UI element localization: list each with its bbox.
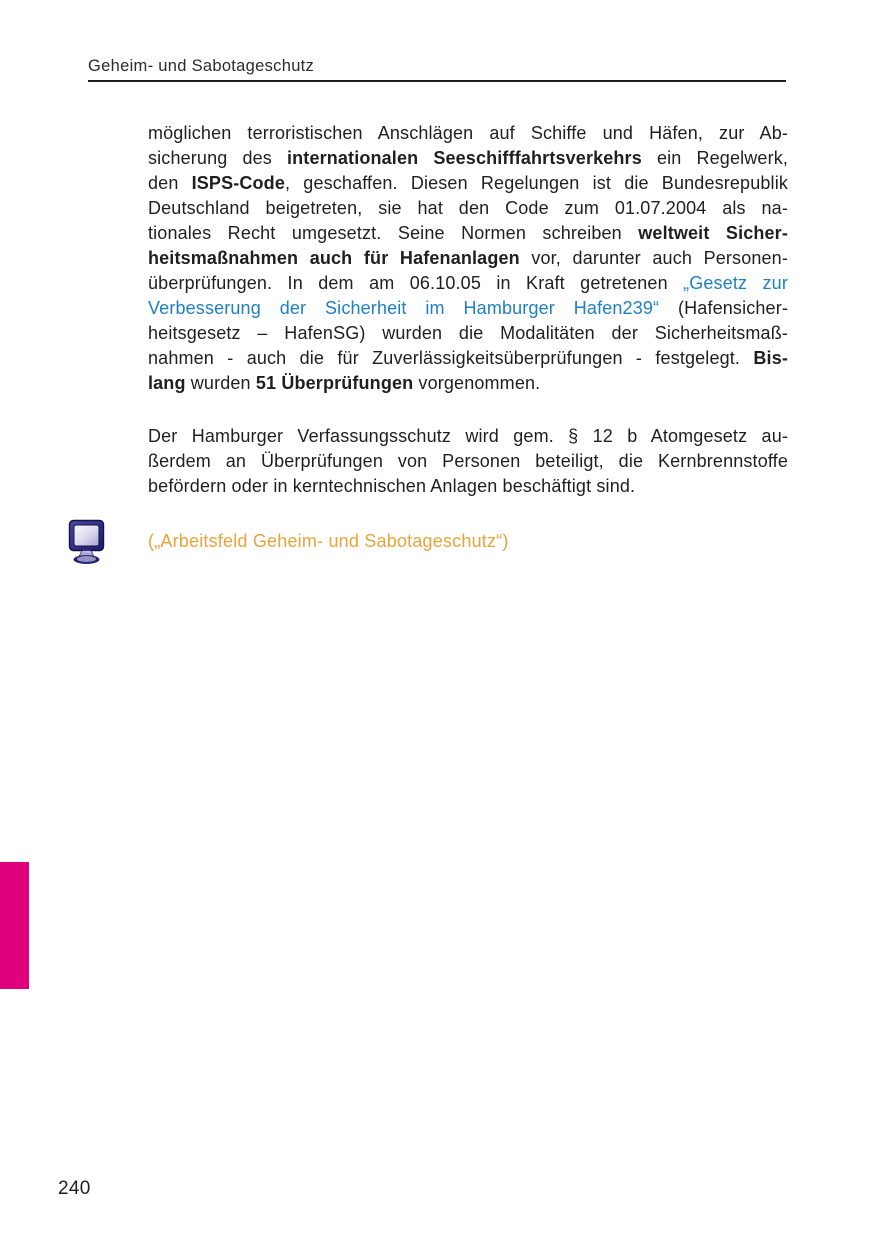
text: Deutschland beigetreten, sie hat den Code zum 01.07.2004 als na- bbox=[148, 198, 788, 218]
text: vor, darunter auch Personen- bbox=[519, 248, 788, 268]
text-line bbox=[148, 146, 788, 171]
page-number: 240 bbox=[58, 1178, 91, 1199]
text: ßerdem an Überprüfungen von Personen beteiligt, die Kernbrennstoffe bbox=[148, 451, 788, 471]
running-header: Geheim- und Sabotageschutz bbox=[88, 57, 315, 75]
text: befördern oder in kerntechnischen Anlagen beschäftigt sind. bbox=[148, 476, 636, 496]
text: tionales Recht umgesetzt. Seine Normen schreiben bbox=[148, 223, 639, 243]
text: heitsgesetz – HafenSG) wurden die Modalitäten der Sicherheitsmaß- bbox=[148, 323, 788, 343]
bold-text: internationalen Seeschifffahrtsverkehrs bbox=[287, 148, 642, 168]
text: sicherung des bbox=[148, 148, 287, 168]
paragraph bbox=[148, 424, 788, 499]
text-line bbox=[148, 121, 788, 146]
text: nahmen - auch die für Zuverlässigkeitsüberprüfungen - festgelegt. bbox=[148, 348, 754, 368]
text-line bbox=[148, 424, 788, 449]
text-line bbox=[148, 474, 788, 499]
margin-marker-bar bbox=[0, 862, 29, 989]
text: den bbox=[148, 173, 192, 193]
hyperlink[interactable]: „Gesetz zur bbox=[683, 273, 788, 293]
text: möglichen terroristischen Anschlägen auf Schiffe und Häfen, zur Ab- bbox=[148, 123, 788, 143]
bold-text: ISPS-Code bbox=[191, 173, 285, 193]
bold-text: lang bbox=[148, 373, 186, 393]
text: überprüfungen. In dem am 06.10.05 in Kraft getretenen bbox=[148, 273, 684, 293]
text: ein Regelwerk, bbox=[641, 148, 789, 168]
note-reference-link[interactable]: („Arbeitsfeld Geheim- und Sabotageschutz“) bbox=[148, 531, 509, 551]
text-line bbox=[148, 296, 788, 321]
monitor-icon bbox=[68, 519, 106, 567]
header-rule bbox=[88, 80, 786, 82]
text: , geschaffen. Diesen Regelungen ist die Bundesrepublik bbox=[285, 173, 788, 193]
text-line bbox=[148, 371, 788, 396]
text-line bbox=[148, 321, 788, 346]
text-line bbox=[148, 246, 788, 271]
text: wurden bbox=[185, 373, 256, 393]
text-line bbox=[148, 196, 788, 221]
text-line bbox=[148, 171, 788, 196]
text-line bbox=[148, 221, 788, 246]
paragraph bbox=[148, 121, 788, 396]
bold-text: Bis- bbox=[753, 348, 788, 368]
text-line bbox=[148, 449, 788, 474]
bold-text: heitsmaßnahmen auch für Hafenanlagen bbox=[148, 248, 520, 268]
article-body bbox=[148, 121, 788, 527]
hyperlink[interactable]: Verbesserung der Sicherheit im Hamburger Hafen239“ bbox=[148, 298, 660, 318]
bold-text: 51 Überprüfungen bbox=[255, 373, 414, 393]
bold-text: weltweit Sicher- bbox=[638, 223, 788, 243]
text-line bbox=[148, 271, 788, 296]
text-line bbox=[148, 346, 788, 371]
text: vorgenommen. bbox=[413, 373, 541, 393]
text: (Hafensicher- bbox=[659, 298, 788, 318]
text: Der Hamburger Verfassungsschutz wird gem. § 12 b Atomgesetz au- bbox=[148, 426, 788, 446]
